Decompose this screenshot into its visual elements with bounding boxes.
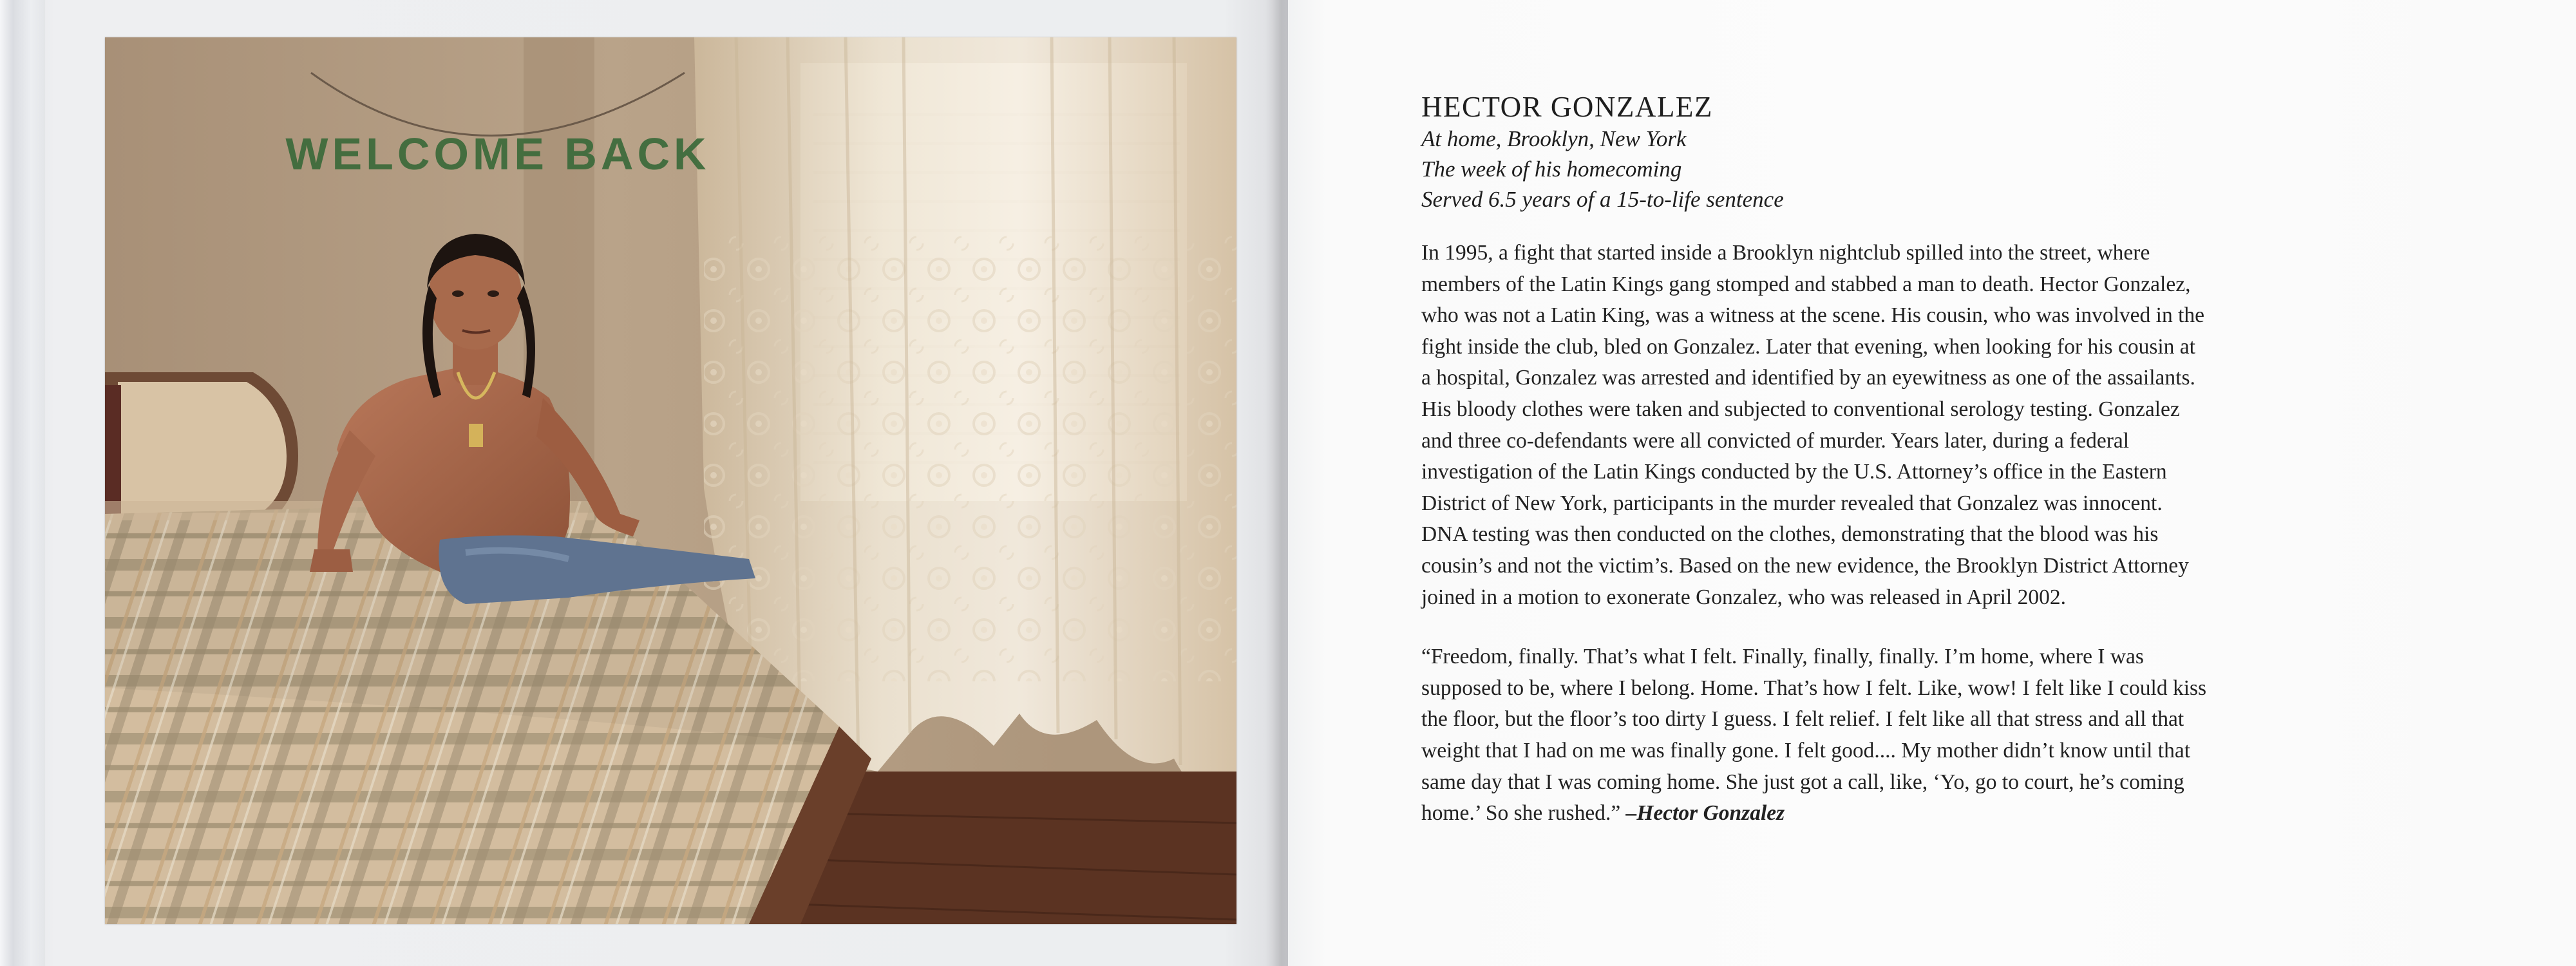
- quote-last-line: [1421, 798, 2452, 829]
- subject-name: HECTOR GONZALEZ: [1421, 91, 1713, 123]
- quote-line: supposed to be, where I belong. Home. That’s how I felt. Like, wow! I felt like I could kiss: [1421, 676, 2207, 700]
- narrative-line: joined in a motion to exonerate Gonzalez, who was released in April 2002.: [1421, 585, 2066, 609]
- caption-sentence: Served 6.5 years of a 15-to-life sentence: [1421, 187, 1784, 212]
- narrative-line: DNA testing was then conducted on the clothes, demonstrating that the blood was his: [1421, 522, 2159, 547]
- case-narrative: [1421, 238, 2452, 613]
- narrative-line: cousin’s and not the victim’s. Based on the new evidence, the Brooklyn District Attorney: [1421, 553, 2189, 578]
- quote-line: weight that I had on me was finally gone. I felt good.... My mother didn’t know until that: [1421, 738, 2191, 762]
- narrative-line: fight inside the club, bled on Gonzalez. Later that evening, when looking for his cousin at: [1421, 334, 2195, 359]
- photo-caption: [1421, 90, 2452, 829]
- quote-attribution: –Hector Gonzalez: [1625, 801, 1785, 826]
- narrative-line: In 1995, a fight that started inside a Brooklyn nightclub spilled into the street, where: [1421, 241, 2150, 265]
- narrative-line: investigation of the Latin Kings conducted by the U.S. Attorney’s office in the Eastern: [1421, 460, 2167, 484]
- quote-line: “Freedom, finally. That’s what I felt. Finally, finally, finally. I’m home, where I was: [1421, 645, 2144, 669]
- quote-line: the floor, but the floor’s too dirty I guess. I felt relief. I felt like all that stress and all that: [1421, 707, 2184, 732]
- caption-timeframe: The week of his homecoming: [1421, 156, 1682, 182]
- page-edge: [0, 0, 45, 966]
- narrative-line: members of the Latin Kings gang stomped and stabbed a man to death. Hector Gonzalez,: [1421, 272, 2191, 296]
- portrait-photograph: [105, 37, 1236, 924]
- narrative-line: who was not a Latin King, was a witness at the scene. His cousin, who was involved in the: [1421, 303, 2205, 328]
- narrative-line: District of New York, participants in the murder revealed that Gonzalez was innocent.: [1421, 491, 2163, 515]
- caption-location: At home, Brooklyn, New York: [1421, 126, 1687, 151]
- quote-closing: home.’ So she rushed.”: [1421, 801, 1621, 826]
- narrative-line: a hospital, Gonzalez was arrested and identified by an eyewitness as one of the assailants.: [1421, 366, 2195, 390]
- subject-quote: [1421, 641, 2452, 829]
- narrative-line: His bloody clothes were taken and subjected to conventional serology testing. Gonzalez: [1421, 397, 2180, 421]
- quote-line: same day that I was coming home. She just got a call, like, ‘Yo, go to court, he’s coming: [1421, 770, 2184, 794]
- narrative-line: and three co-defendants were all convicted of murder. Years later, during a federal: [1421, 428, 2130, 453]
- welcome-banner: WELCOME BACK: [285, 129, 710, 179]
